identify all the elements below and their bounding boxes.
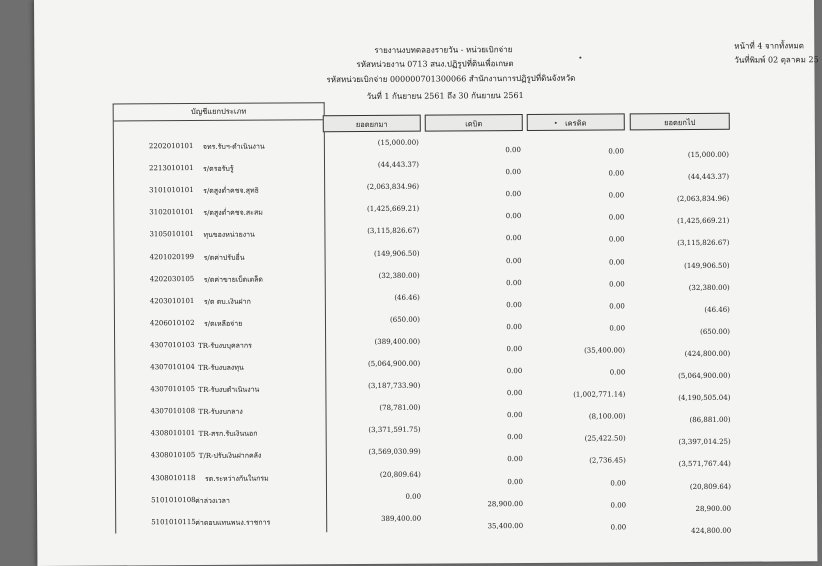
account-code: 4308010101: [150, 429, 196, 438]
debit-amount: 0.00: [505, 234, 522, 243]
debit-amount: 0.00: [505, 256, 522, 265]
opening-amount: (32,380.00): [378, 271, 420, 280]
account-code: 2202010101: [148, 142, 194, 151]
debit-column-header: เดบิต: [425, 114, 523, 132]
debit-amount: 35,400.00: [487, 521, 524, 530]
opening-amount: (20,809.64): [379, 470, 421, 479]
closing-amount: (86,881.00): [689, 415, 731, 425]
account-code: 3102010101: [149, 208, 194, 217]
debit-amount: 0.00: [505, 190, 522, 199]
scan-speck: [579, 57, 581, 59]
credit-amount: 0.00: [608, 191, 625, 200]
credit-amount: 0.00: [609, 368, 626, 377]
account-name: ค่าล่วงเวลา: [195, 496, 230, 505]
account-name: ร/ดสูงต่ำคชจ.สุทธิ: [203, 186, 259, 196]
closing-amount: (4,190,505.04): [678, 393, 731, 403]
credit-amount: (2,736.45): [589, 456, 626, 466]
account-code: 4307010105: [150, 385, 195, 394]
credit-amount: (25,422.50): [584, 434, 626, 443]
closing-amount: (15,000.00): [687, 150, 729, 160]
scan-speck: [555, 122, 557, 124]
account-code: 5101010115: [151, 517, 196, 526]
credit-amount: (35,400.00): [584, 346, 626, 355]
page-number: หน้าที่ 4 จากทั้งหมด: [734, 41, 804, 51]
closing-amount: 424,800.00: [691, 526, 732, 535]
credit-amount: 0.00: [608, 147, 624, 156]
disbursement-unit-line: รหัสหน่วยเบิกจ่าย 000000701300066 สำนักงานการปฏิรูปที่ดินจังหวัด: [326, 73, 576, 85]
account-code: 5101010108: [151, 495, 196, 504]
debit-amount: 0.00: [507, 433, 523, 442]
account-name: ร/ดสูงต่ำคชจ.สะสม: [203, 208, 263, 218]
account-code: 3105010101: [149, 230, 195, 239]
account-code: 4201020199: [149, 252, 195, 261]
report-title: รายงานงบทดลองรายวัน - หน่วยเบิกจ่าย: [374, 45, 513, 55]
opening-amount: (3,115,826.67): [367, 227, 420, 236]
opening-amount: (2,063,834.96): [366, 182, 420, 192]
agency-code-line: รหัสหน่วยงาน 0713 สนง.ปฏิรูปที่ดินเพื่อเกษต: [356, 59, 514, 70]
account-name: ร/ดรอรับรู้: [203, 164, 234, 174]
credit-amount: (1,002,771.14): [573, 390, 626, 399]
closing-amount: 28,900.00: [695, 504, 732, 513]
closing-amount: (650.00): [700, 327, 731, 336]
closing-amount: (3,115,826.67): [677, 239, 730, 248]
credit-amount: 0.00: [610, 523, 627, 532]
account-name: ร/ดเหลือจ่าย: [203, 319, 243, 328]
opening-amount: (15,000.00): [377, 138, 419, 147]
closing-amount: (149,906.50): [684, 261, 730, 270]
date-range-line: วันที่ 1 กันยายน 2561 ถึง 30 กันยายน 2561: [366, 91, 524, 101]
account-name: TR-รับงบลงทุน: [198, 363, 244, 373]
account-code: 4308010105: [150, 451, 196, 460]
debit-amount: 0.00: [505, 146, 521, 155]
account-code: 2213010101: [149, 164, 194, 173]
debit-amount: 0.00: [506, 367, 523, 376]
closing-amount: (3,397,014.25): [678, 438, 731, 447]
credit-amount: 0.00: [608, 169, 625, 178]
credit-amount: 0.00: [608, 235, 625, 244]
opening-amount: (3,569,030.99): [368, 448, 421, 457]
opening-amount: (149,906.50): [373, 249, 420, 258]
opening-amount: (46.46): [394, 293, 420, 302]
opening-amount: (389,400.00): [374, 337, 421, 346]
closing-amount: (1,425,669.21): [677, 217, 730, 226]
account-name: TR-สรก.รับเงินนอก: [198, 429, 258, 439]
account-name: ร/ดค่าขายเบ็ดเตล็ด: [203, 275, 263, 284]
debit-amount: 28,900.00: [487, 499, 524, 508]
account-name: TR-รับงบบุคลากร: [198, 341, 252, 350]
debit-amount: 0.00: [507, 477, 523, 486]
opening-amount: (44,443.37): [377, 160, 420, 169]
debit-amount: 0.00: [506, 322, 523, 331]
opening-column-header: ยอดยกมา: [323, 115, 421, 133]
credit-amount: 0.00: [609, 324, 626, 333]
closing-amount: (5,064,900.00): [678, 371, 731, 381]
account-code: 4203010101: [149, 296, 195, 305]
opening-amount: (3,371,591.75): [368, 425, 421, 435]
credit-amount: 0.00: [608, 213, 625, 222]
account-column-header: บัญชีแยกประเภท: [114, 103, 324, 121]
opening-amount: (1,425,669.21): [367, 204, 420, 214]
closing-amount: (44,443.37): [687, 172, 730, 182]
account-name: ทุนของหน่วยงาน: [203, 231, 255, 240]
opening-amount: 389,400.00: [381, 514, 422, 523]
opening-amount: (5,064,900.00): [367, 359, 421, 368]
opening-amount: (78,781.00): [379, 403, 421, 413]
account-code: 4307010103: [150, 340, 195, 350]
opening-amount: (650.00): [389, 315, 420, 324]
debit-amount: 0.00: [506, 389, 523, 398]
closing-amount: (2,063,834.96): [676, 194, 730, 204]
credit-amount: 0.00: [609, 279, 625, 289]
account-code: 4202030105: [149, 274, 195, 283]
account-name: TR-รับงบกลาง: [198, 407, 243, 417]
report-page: [34, 0, 817, 566]
account-code: 4206010102: [149, 318, 195, 328]
opening-amount: 0.00: [405, 492, 422, 501]
account-name: TR-รับงบดำเนินงาน: [198, 385, 260, 395]
debit-amount: 0.00: [505, 212, 522, 221]
credit-amount: 0.00: [608, 257, 625, 266]
account-name: ร/ดค่าปรับอื่น: [203, 253, 245, 262]
account-code: 3101010101: [149, 186, 194, 195]
debit-amount: 0.00: [505, 168, 522, 177]
debit-amount: 0.00: [506, 278, 522, 287]
closing-amount: (3,571,767.44): [678, 460, 731, 469]
credit-amount: 0.00: [610, 478, 626, 487]
closing-column-header: ยอดยกไป: [630, 113, 730, 131]
closing-amount: (424,800.00): [684, 349, 731, 358]
account-name: ค่าตอบแทนพนง.ราชการ: [195, 518, 271, 527]
credit-amount: (8,100.00): [588, 412, 626, 421]
debit-amount: 0.00: [507, 455, 523, 464]
closing-amount: (32,380.00): [688, 283, 730, 292]
account-name: รด.ระหว่างกันในกรม: [204, 474, 269, 483]
account-name: จทร.รับฯ-ดำเนินงาน: [202, 142, 265, 151]
closing-amount: (20,809.64): [689, 482, 732, 491]
closing-amount: (46.46): [704, 305, 730, 314]
account-code: 4307010108: [150, 407, 196, 416]
account-code: 4308010118: [150, 473, 196, 482]
print-date: วันที่พิมพ์ 02 ตุลาคม 25: [734, 55, 819, 65]
credit-amount: 0.00: [610, 500, 627, 510]
credit-amount: 0.00: [609, 302, 625, 311]
opening-amount: (3,187,733.90): [368, 381, 421, 391]
debit-amount: 0.00: [506, 300, 522, 309]
debit-amount: 0.00: [506, 344, 523, 354]
credit-column-header: เครดิต: [527, 113, 625, 131]
account-name: T/R-ปรับเงินฝากคลัง: [198, 452, 262, 461]
account-code: 4307010104: [150, 363, 195, 372]
account-name: ร/ด ดบ.เงินฝาก: [203, 297, 251, 306]
debit-amount: 0.00: [506, 411, 523, 420]
